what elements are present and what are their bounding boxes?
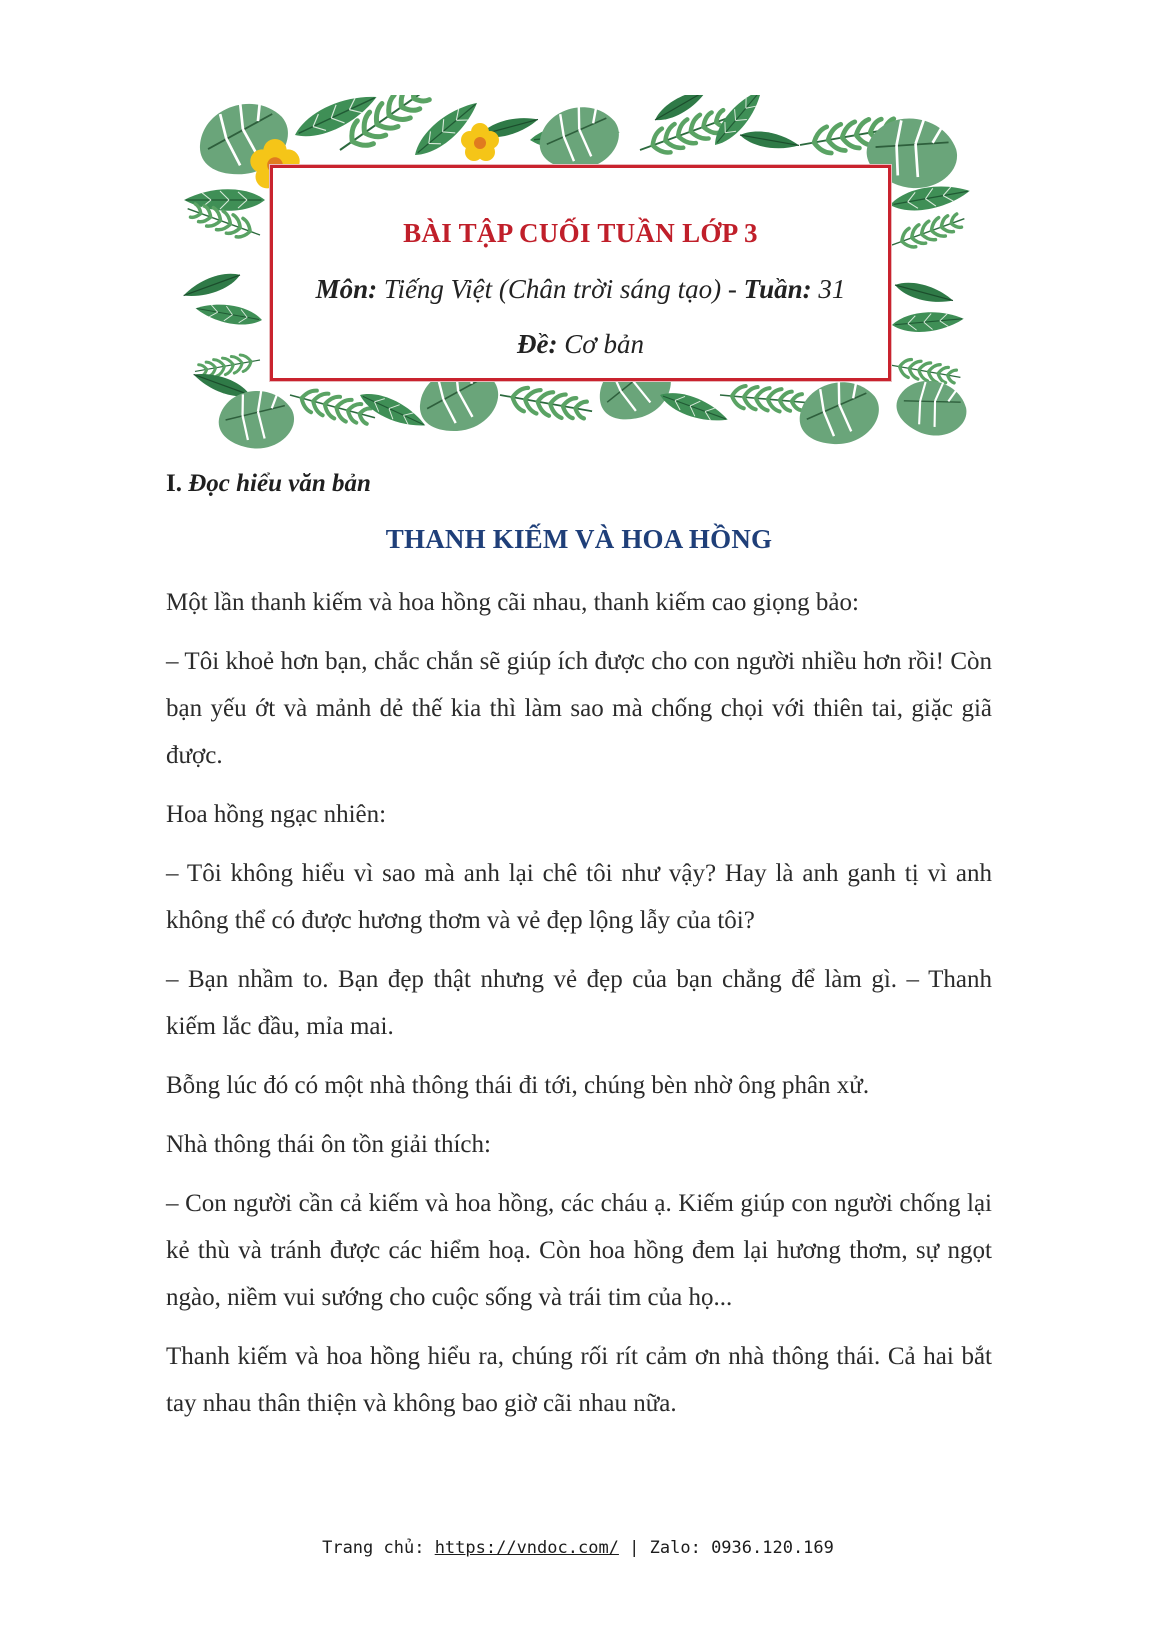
main-content — [166, 470, 992, 1439]
story-title: THANH KIẾM VÀ HOA HỒNG — [385, 524, 773, 554]
story-paragraph: Hoa hồng ngạc nhiên: — [166, 801, 387, 828]
story-paragraph: – Tôi không hiểu vì sao mà anh lại chê tôi như vậy? Hay là anh ganh tị vì anh không thể có được hương thơm và vẻ đẹp lộng lẫy của tôi? — [166, 860, 992, 934]
level-label: Đề: — [517, 329, 558, 359]
worksheet-title: BÀI TẬP CUỐI TUẦN LỚP 3 — [403, 218, 758, 248]
zalo-label: Zalo: — [649, 1538, 712, 1558]
title-box — [270, 165, 891, 381]
subject-label: Môn: — [315, 274, 378, 304]
level-line — [273, 329, 888, 360]
story-paragraph: – Con người cần cả kiếm và hoa hồng, các cháu ạ. Kiếm giúp con người chống lại kẻ thù và tránh được các hiểm hoạ. Còn hoa hồng đem lại hương thơm, sự ngọt ngào, niềm vui sướng cho cuộc sống và trái tim của họ... — [166, 1190, 992, 1311]
story-paragraph: Thanh kiếm và hoa hồng hiểu ra, chúng rối rít cảm ơn nhà thông thái. Cả hai bắt tay nhau thân thiện và không bao giờ cãi nhau nữa. — [166, 1343, 992, 1417]
section-title: Đọc hiểu văn bản — [181, 470, 371, 497]
week-label: Tuần: — [743, 274, 812, 304]
story-paragraph: Nhà thông thái ôn tồn giải thích: — [166, 1131, 491, 1158]
section-number: I. — [166, 470, 182, 497]
home-label: Trang chủ: — [322, 1538, 435, 1558]
subject-value: Tiếng Việt (Chân trời sáng tạo) - — [377, 274, 744, 304]
story-paragraph: – Bạn nhầm to. Bạn đẹp thật nhưng vẻ đẹp của bạn chẳng để làm gì. – Thanh kiếm lắc đầu, mỉa mai. — [166, 966, 992, 1040]
header-frame — [180, 95, 1020, 465]
footer-separator: | — [618, 1538, 650, 1558]
page-footer — [0, 1538, 1156, 1558]
home-link[interactable]: https://vndoc.com/ — [434, 1538, 619, 1558]
section-heading — [166, 470, 992, 498]
zalo-number: 0936.120.169 — [711, 1538, 834, 1558]
story-paragraph: Một lần thanh kiếm và hoa hồng cãi nhau, thanh kiếm cao giọng bảo: — [166, 589, 859, 616]
subject-line — [273, 274, 888, 305]
story-paragraph: – Tôi khoẻ hơn bạn, chắc chắn sẽ giúp ích được cho con người nhiều hơn rồi! Còn bạn yếu ớt và mảnh dẻ thế kia thì làm sao mà chống chọi với thiên tai, giặc giã được. — [166, 648, 992, 769]
level-value: Cơ bản — [557, 329, 644, 359]
story-paragraph: Bỗng lúc đó có một nhà thông thái đi tới, chúng bèn nhờ ông phân xử. — [166, 1072, 870, 1099]
week-value: 31 — [811, 274, 846, 304]
